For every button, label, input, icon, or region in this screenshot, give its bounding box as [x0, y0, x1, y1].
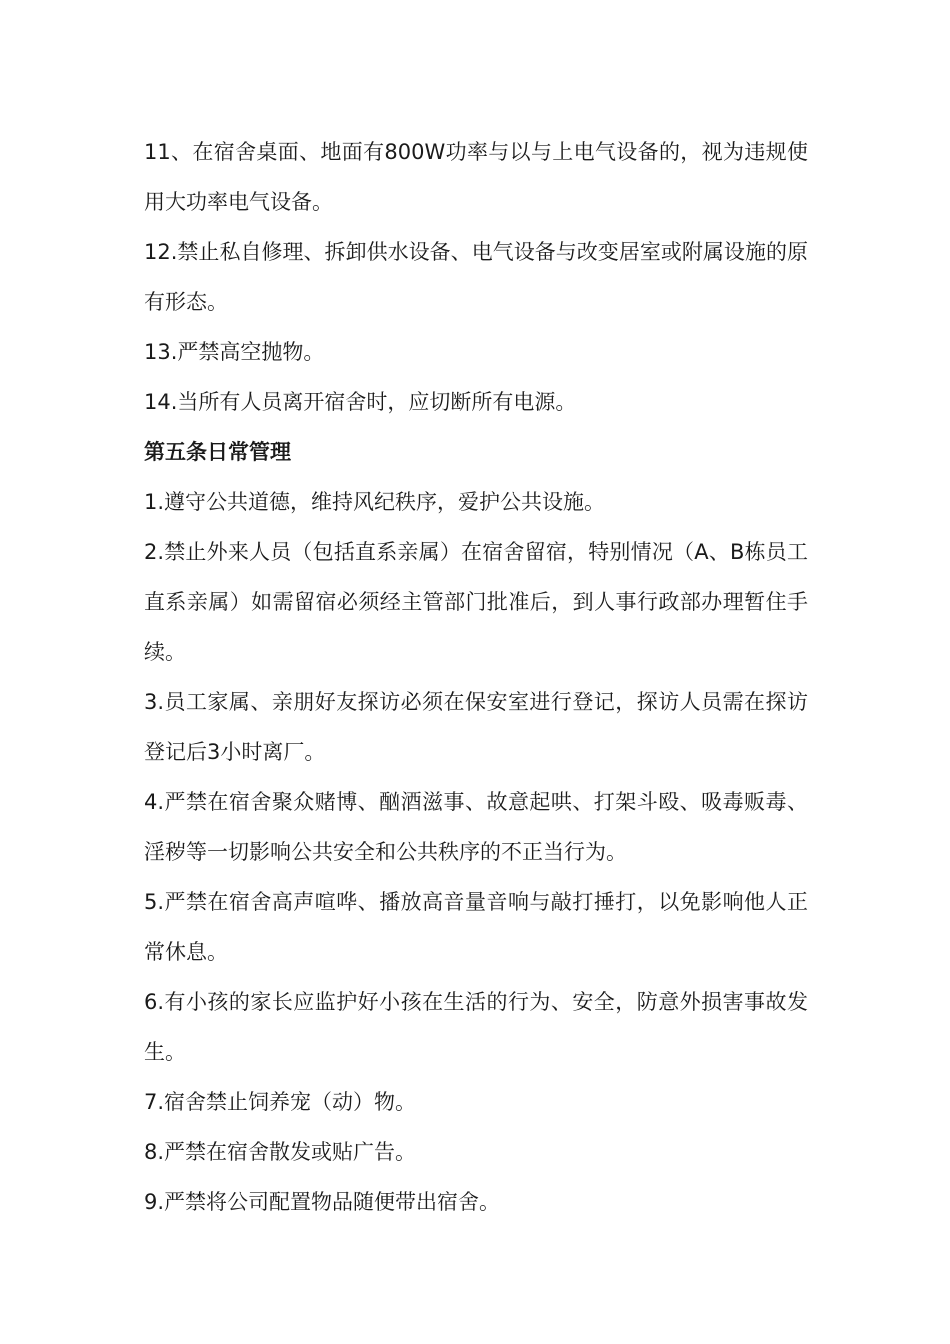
rule-item-14: 14.当所有人员离开宿舍时，应切断所有电源。 — [144, 390, 577, 414]
section-heading: 第五条日常管理 — [144, 440, 291, 464]
section-item-4: 4.严禁在宿舍聚众赌博、酗酒滋事、故意起哄、打架斗殴、吸毒贩毒、淫秽等一切影响公共安全和公共秩序的不正当行为。 — [144, 790, 808, 864]
section-item-9: 9.严禁将公司配置物品随便带出宿舍。 — [144, 1190, 501, 1214]
rule-item-11: 11、在宿舍桌面、地面有800W功率与以与上电气设备的，视为违规使用大功率电气设备。 — [144, 140, 808, 214]
section-item-5: 5.严禁在宿舍高声喧哗、播放高音量音响与敲打捶打，以免影响他人正常休息。 — [144, 890, 808, 964]
section-item-8: 8.严禁在宿舍散发或贴广告。 — [144, 1140, 417, 1164]
section-item-1: 1.遵守公共道德，维持风纪秩序，爱护公共设施。 — [144, 490, 606, 514]
rule-item-12: 12.禁止私自修理、拆卸供水设备、电气设备与改变居室或附属设施的原有形态。 — [144, 240, 808, 314]
section-item-7: 7.宿舍禁止饲养宠（动）物。 — [144, 1090, 417, 1114]
document-body — [144, 127, 808, 1227]
section-item-6: 6.有小孩的家长应监护好小孩在生活的行为、安全，防意外损害事故发生。 — [144, 990, 808, 1064]
section-item-2: 2.禁止外来人员（包括直系亲属）在宿舍留宿，特别情况（A、B栋员工直系亲属）如需留宿必须经主管部门批准后，到人事行政部办理暂住手续。 — [144, 540, 808, 664]
section-item-3: 3.员工家属、亲朋好友探访必须在保安室进行登记，探访人员需在探访登记后3小时离厂。 — [144, 690, 808, 764]
rule-item-13: 13.严禁高空抛物。 — [144, 340, 325, 364]
